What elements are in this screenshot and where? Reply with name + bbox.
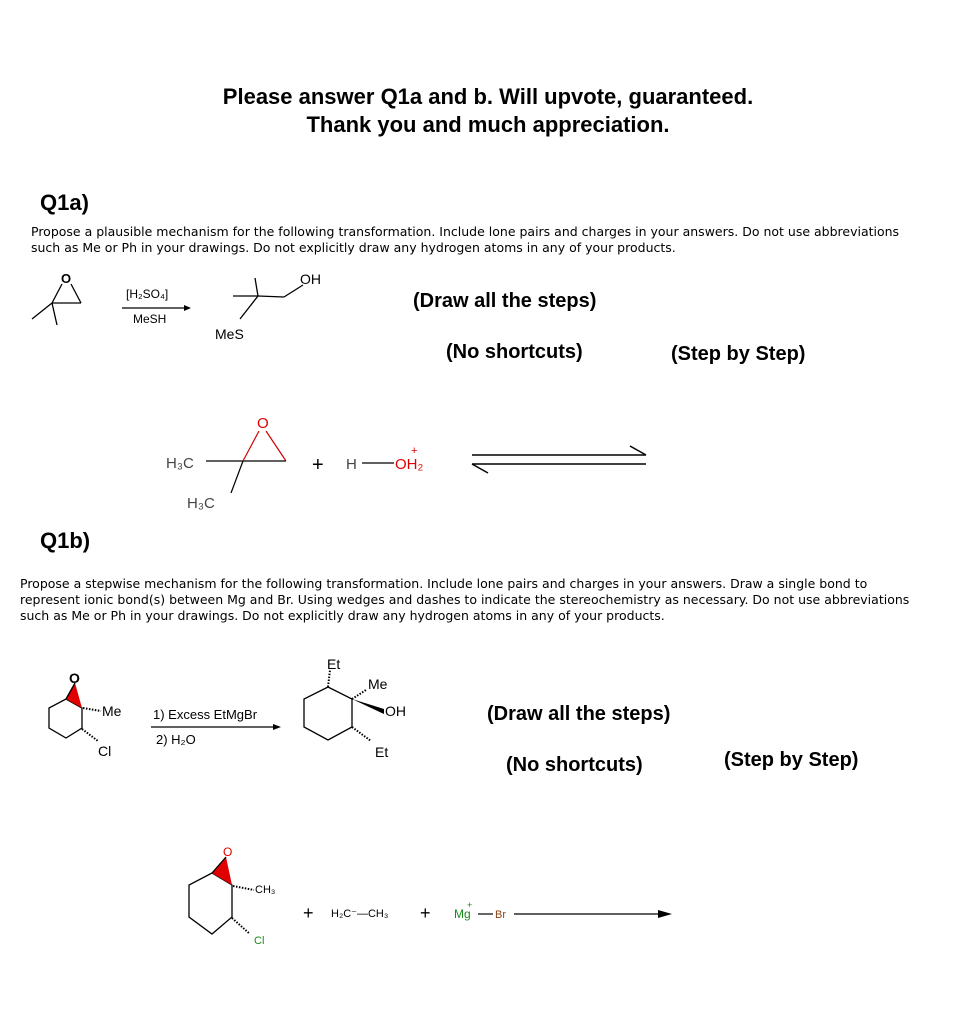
q1a-epoxide-oxygen: O — [61, 271, 72, 286]
q1b-work-chlorine: Cl — [254, 935, 265, 947]
q1b-sm-chlorine: Cl — [98, 743, 112, 759]
q1b-prod-et-bottom-dash — [352, 727, 371, 741]
q1b-work-cyclohexane — [189, 873, 232, 934]
q1a-product — [233, 278, 303, 319]
q1b-work-methyl-dash — [233, 886, 254, 890]
q1a-heading: Q1a) — [40, 190, 89, 215]
q1b-sm-methyl: Me — [102, 703, 122, 719]
q1a-starting-epoxide — [32, 284, 81, 325]
q1b-work-plus-2: + — [420, 903, 431, 923]
q1b-reaction-arrowhead — [273, 724, 281, 730]
q1a-product-hydroxyl: OH — [300, 271, 321, 287]
q1a-product-mes: MeS — [215, 326, 244, 342]
q1b-note-draw-steps: (Draw all the steps) — [487, 703, 671, 725]
q1a-note-step-by-step: (Step by Step) — [671, 343, 806, 365]
header-line-2: Thank you and much appreciation. — [306, 112, 670, 137]
q1b-reagent-1: 1) Excess EtMgBr — [153, 707, 258, 722]
q1b-prompt-line-3: such as Me or Ph in your drawings. Do not explicitly draw any hydrogen atoms in any of your products. — [20, 608, 665, 623]
q1b-note-step-by-step: (Step by Step) — [724, 749, 859, 771]
q1b-prod-et-top: Et — [327, 656, 341, 672]
q1a-work-oxygen: O — [257, 415, 269, 432]
q1b-sm-oxygen: O — [69, 670, 80, 686]
q1a-work-h3c-bottom: H₃C — [187, 495, 215, 512]
q1b-prod-methyl: Me — [368, 676, 388, 692]
q1a-work-charge: + — [411, 445, 418, 457]
q1b-work-plus-1: + — [303, 903, 314, 923]
q1b-work-chloro-dash — [232, 918, 250, 934]
q1b-prod-hydroxyl: OH — [385, 703, 406, 719]
q1a-work-epoxide — [206, 431, 286, 493]
q1a-work-oh2: OH₂ — [395, 456, 424, 473]
q1b-work-ethyl-anion: H₂C⁻—CH₃ — [331, 908, 389, 920]
q1b-prod-oh-wedge — [352, 699, 384, 714]
q1b-prompt-line-1: Propose a stepwise mechanism for the following transformation. Include lone pairs and charges in your answers. Draw a single bond to — [20, 576, 868, 591]
q1b-prod-et-dash — [328, 670, 330, 687]
q1b-reagent-2: 2) H₂O — [156, 732, 196, 747]
q1a-work-plus: + — [312, 454, 324, 476]
q1b-work-magnesium: Mg — [454, 907, 471, 921]
q1a-work-hydrogen: H — [346, 456, 357, 473]
q1a-reaction-arrowhead — [184, 305, 191, 311]
q1a-reagent-acid: [H₂SO₄] — [126, 287, 169, 301]
q1b-work-mg-charge: + — [467, 900, 473, 910]
q1b-sm-chloro-dash — [82, 729, 98, 741]
q1a-prompt-line-2: such as Me or Ph in your drawings. Do not explicitly draw any hydrogen atoms in any of your products. — [31, 240, 676, 255]
q1a-equilibrium-arrow — [472, 446, 646, 473]
q1b-heading: Q1b) — [40, 528, 91, 553]
q1b-product-cyclohexane — [304, 687, 352, 740]
q1a-prompt-line-1: Propose a plausible mechanism for the following transformation. Include lone pairs and charges in your answers. Do not use abbreviations — [31, 224, 900, 239]
q1a-note-draw-steps: (Draw all the steps) — [413, 290, 597, 312]
q1b-work-oxygen: O — [223, 845, 233, 859]
q1a-reagent-mesh: MeSH — [133, 312, 167, 326]
q1b-note-no-shortcuts: (No shortcuts) — [506, 754, 643, 776]
q1b-work-ch3: CH₃ — [255, 884, 276, 896]
q1b-work-arrowhead — [658, 910, 672, 918]
q1b-work-bromine: Br — [495, 909, 506, 921]
header-line-1: Please answer Q1a and b. Will upvote, guaranteed. — [222, 84, 754, 109]
q1b-sm-methyl-dash — [83, 708, 101, 711]
q1b-prod-me-dash — [352, 690, 366, 699]
q1b-prod-et-bottom: Et — [375, 744, 389, 760]
q1a-work-h3c-top: H₃C — [166, 455, 194, 472]
q1a-note-no-shortcuts: (No shortcuts) — [446, 341, 583, 363]
q1b-prompt-line-2: represent ionic bond(s) between Mg and Br. Using wedges and dashes to indicate the stereochemistry as necessary. Do not use abbreviations — [20, 592, 910, 607]
